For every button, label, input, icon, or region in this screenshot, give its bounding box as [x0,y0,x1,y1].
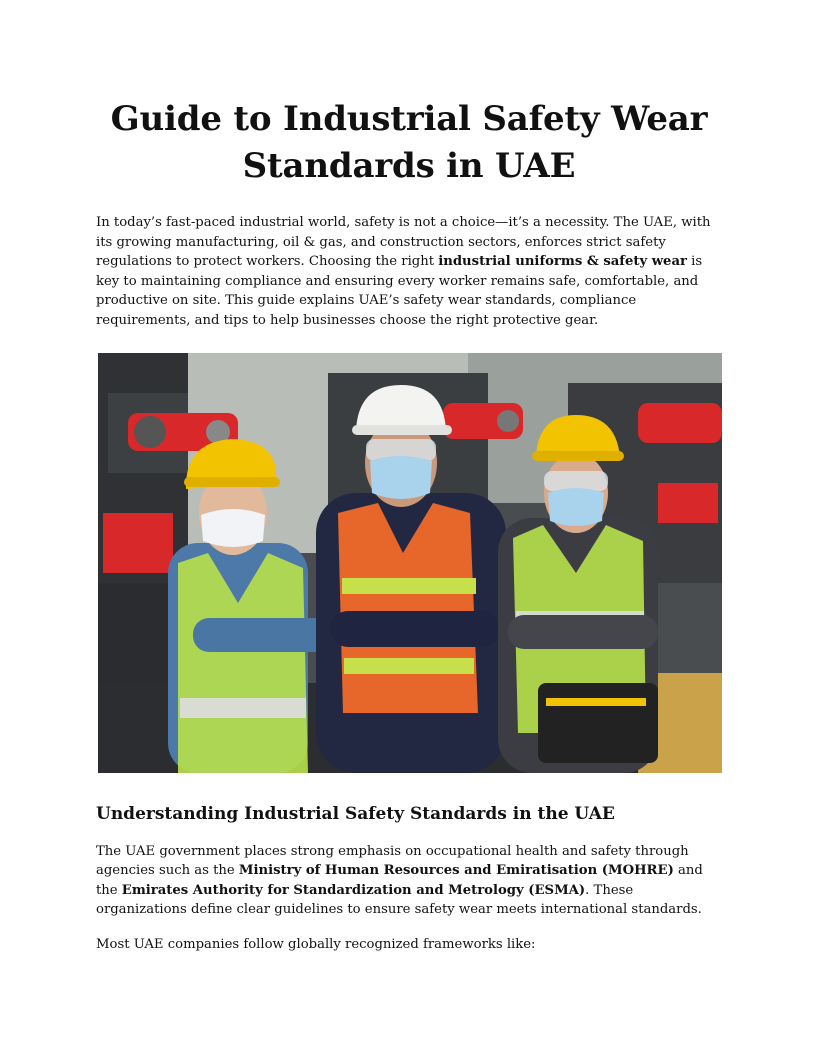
intro-paragraph [96,213,722,331]
worker-left-reflective-strip [180,698,306,718]
worker-center-reflective-strip-bottom [344,658,474,674]
page-title-line-2: Standards in UAE [242,146,576,186]
agencies-text-1: The UAE government places strong emphasis on occupational health and safety through agencies such as the [96,843,689,879]
page-title-line-1: Guide to Industrial Safety Wear [110,99,708,139]
intro-bold-link-text: industrial uniforms & safety wear [438,254,687,270]
machine-center-gauge [497,410,519,432]
agency-mohre: Ministry of Human Resources and Emiratisation (MOHRE) [238,863,674,879]
worker-left-mask [201,509,265,547]
agencies-text-3: . These organizations define clear guidelines to ensure safety wear meets international standards. [96,882,702,918]
machine-left-red-block [103,513,173,573]
section-paragraph-agencies [96,842,722,920]
worker-right-tool-belt-stripe [546,698,646,706]
agency-esma: Emirates Authority for Standardization and Metrology (ESMA) [121,882,586,898]
workers-photo-illustration [98,353,722,773]
machine-left-wheel [134,416,166,448]
worker-center-mask [370,456,432,499]
page-title [96,96,722,190]
worker-right-tool-belt [538,683,658,763]
worker-right-hardhat-brim [532,451,624,461]
worker-right-crossed-arms [508,615,658,649]
intro-text-1: In today’s fast-paced industrial world, safety is not a choice—it’s a necessity. The UAE, with its growing manufacturing, oil & gas, and construction sectors, enforces strict safety regulations to protect workers. Choosing the right [96,215,711,270]
worker-center-reflective-strip-top [342,578,476,594]
worker-left-crossed-arms [193,618,333,652]
workers-photo [98,353,722,773]
worker-center-crossed-arms [330,611,500,647]
worker-center-hardhat-brim [352,425,452,435]
worker-right-mask [548,488,604,526]
document-page [96,96,722,955]
machine-right-red-arm [638,403,722,443]
worker-left-hardhat-brim [184,477,280,487]
machine-right-red-block [658,483,718,523]
intro-text-2: is key to maintaining compliance and ensuring every worker remains safe, comfortable, and productive on site. This guide explains UAE’s safety wear standards, compliance requirements, and tips to help businesses choose the right protective gear. [96,254,703,328]
section-paragraph-frameworks: Most UAE companies follow globally recognized frameworks like: [96,936,536,952]
section-heading-understanding-standards: Understanding Industrial Safety Standards in the UAE [96,803,615,824]
agencies-text-2: and the [96,863,703,898]
